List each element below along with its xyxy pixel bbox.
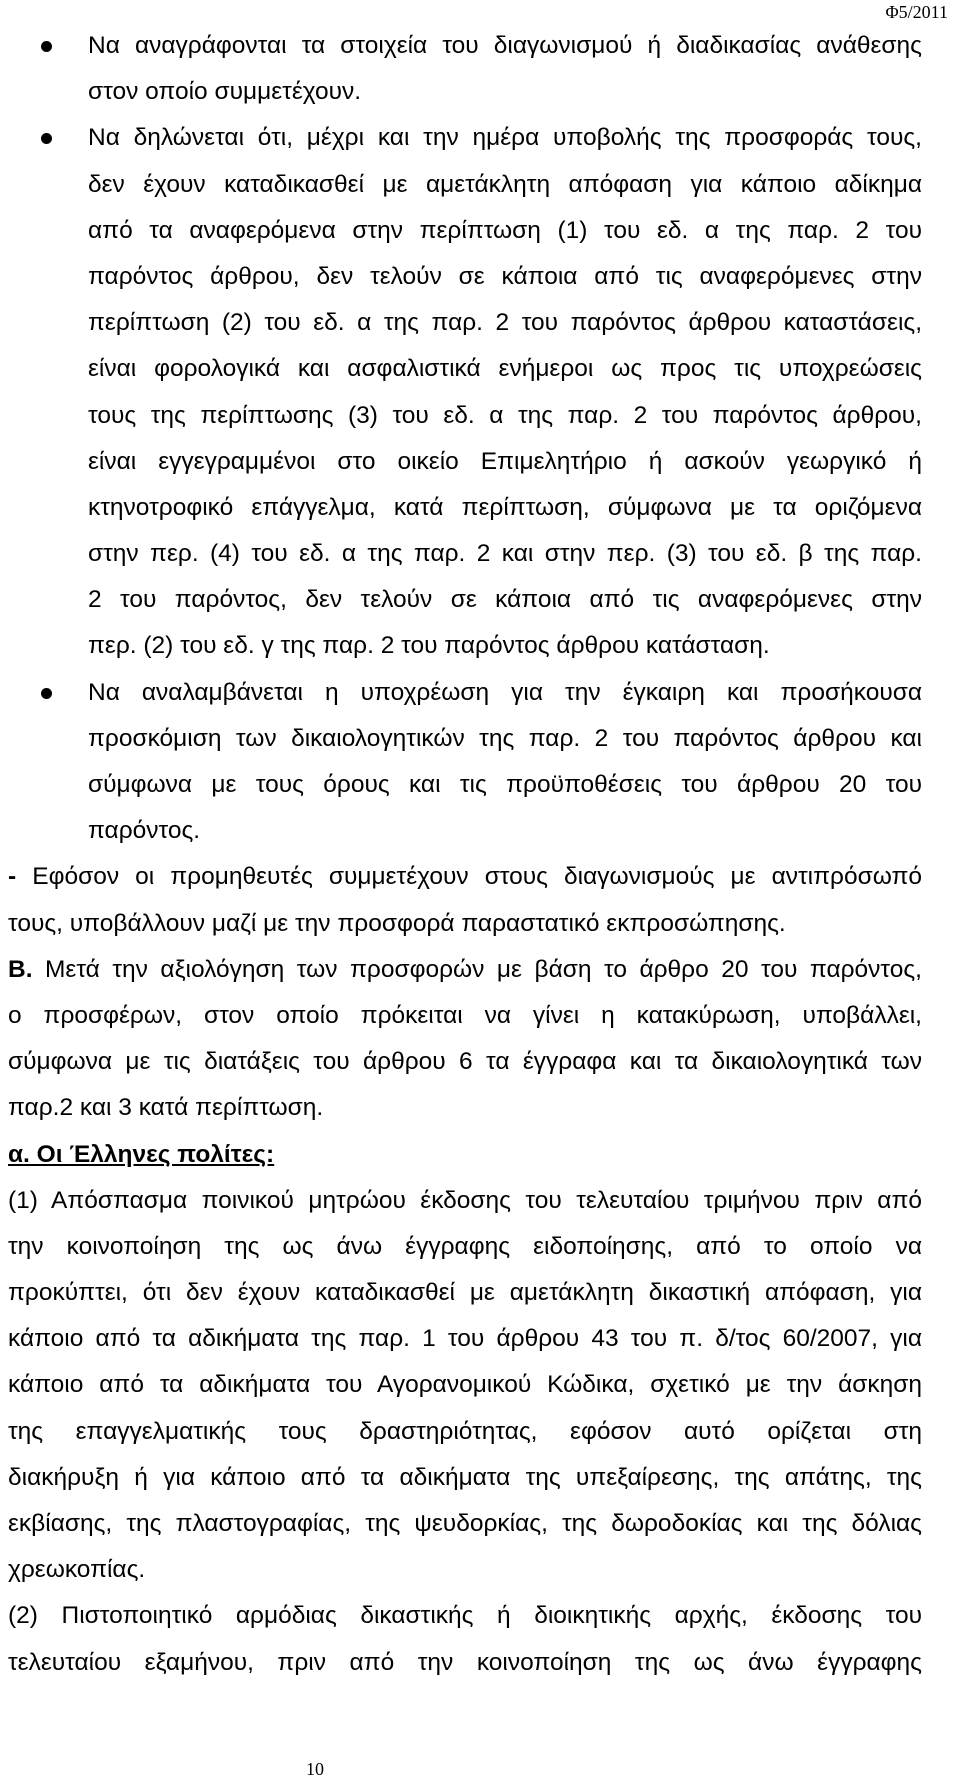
text-line: σύμφωνα με τις διατάξεις του άρθρου 6 τα έγγραφα και τα δικαιολογητικά των — [8, 1048, 922, 1076]
text-line: της επαγγελματικής τους δραστηριότητας, εφόσον αυτό ορίζεται στη — [8, 1417, 922, 1445]
dash-marker: - — [8, 863, 17, 891]
text-line: Να αναλαμβάνεται η υποχρέωση για την έγκαιρη και προσήκουσα — [88, 678, 922, 706]
text-line: παρόντος άρθρου, δεν τελούν σε κάποια από τις αναφερόμενες στην — [88, 262, 922, 290]
bullet-item — [8, 123, 922, 677]
text-line: κτηνοτροφικό επάγγελμα, κατά περίπτωση, σύμφωνα με τα οριζόμενα — [88, 493, 922, 521]
text-line: κάποιο από τα αδικήματα του Αγορανομικού Κώδικα, σχετικό με την άσκηση — [8, 1371, 922, 1399]
page-number: 10 — [306, 1759, 324, 1779]
text-line: προκύπτει, ότι δεν έχουν καταδικασθεί με αμετάκλητη δικαστική απόφαση, για — [8, 1279, 922, 1307]
text-line: διακήρυξη ή για κάποιο από τα αδικήματα της υπεξαίρεσης, της απάτης, της — [8, 1463, 922, 1491]
text-line: τους, υποβάλλουν μαζί με την προσφορά παραστατικό εκπροσώπησης. — [8, 909, 786, 937]
text-line: χρεωκοπίας. — [8, 1556, 146, 1584]
subheading: α. Οι Έλληνες πολίτες: — [8, 1140, 275, 1168]
text-line: Να δηλώνεται ότι, μέχρι και την ημέρα υποβολής της προσφοράς τους, — [88, 124, 922, 152]
text-line: 2 του παρόντος, δεν τελούν σε κάποια από τις αναφερόμενες στην — [88, 586, 922, 614]
text-line: στην περ. (4) του εδ. α της παρ. 2 και στην περ. (3) του εδ. β της παρ. — [88, 540, 922, 568]
text-line: (1) Απόσπασμα ποινικού μητρώου έκδοσης του τελευταίου τριμήνου πριν από — [8, 1186, 922, 1214]
text-line: κάποιο από τα αδικήματα της παρ. 1 του άρθρου 43 του π. δ/τος 60/2007, για — [8, 1325, 922, 1353]
document-body — [8, 31, 922, 1694]
text-line: στον οποίο συμμετέχουν. — [88, 78, 362, 106]
text-line: παρόντος. — [88, 817, 201, 845]
text-line: από τα αναφερόμενα στην περίπτωση (1) του εδ. α της παρ. 2 του — [88, 216, 922, 244]
bullet-icon — [41, 41, 52, 52]
text-line: παρ.2 και 3 κατά περίπτωση. — [8, 1094, 324, 1122]
text-line: εκβίασης, της πλαστογραφίας, της ψευδορκίας, της δωροδοκίας και της δόλιας — [8, 1510, 922, 1537]
item-2-paragraph — [8, 1601, 922, 1693]
item-1-paragraph — [8, 1186, 922, 1602]
text-line: τελευταίου εξαμήνου, πριν από την κοινοποίηση της ως άνω έγγραφης — [8, 1648, 922, 1676]
document-code: Φ5/2011 — [885, 2, 948, 22]
text-line: δεν έχουν καταδικασθεί με αμετάκλητη απόφαση για κάποιο αδίκημα — [88, 170, 922, 198]
text-line: είναι εγγεγραμμένοι στο οικείο Επιμελητήριο ή ασκούν γεωργικό ή — [88, 447, 922, 475]
text-line: Β. Μετά την αξιολόγηση των προσφορών με βάση το άρθρο 20 του παρόντος, — [8, 955, 922, 983]
text-line: περίπτωση (2) του εδ. α της παρ. 2 του παρόντος άρθρου καταστάσεις, — [88, 309, 922, 337]
bullet-item — [8, 31, 922, 123]
text-line: προσκόμιση των δικαιολογητικών της παρ. 2 του παρόντος άρθρου και — [88, 724, 922, 752]
section-b-paragraph — [8, 955, 922, 1140]
text-line: (2) Πιστοποιητικό αρμόδιας δικαστικής ή διοικητικής αρχής, έκδοσης του — [8, 1602, 922, 1630]
bullet-item — [8, 678, 922, 863]
section-marker: Β. — [8, 955, 33, 983]
text-line: σύμφωνα με τους όρους και τις προϋποθέσεις του άρθρου 20 του — [88, 771, 922, 798]
text-line: ο προσφέρων, στον οποίο πρόκειται να γίνει η κατακύρωση, υποβάλλει, — [8, 1001, 922, 1029]
text-line: την κοινοποίηση της ως άνω έγγραφης ειδοποίησης, από το οποίο να — [8, 1232, 922, 1260]
text-line: τους της περίπτωσης (3) του εδ. α της παρ. 2 του παρόντος άρθρου, — [88, 401, 922, 429]
bullet-icon — [41, 133, 52, 144]
text-line: περ. (2) του εδ. γ της παρ. 2 του παρόντος άρθρου κατάσταση. — [88, 632, 770, 660]
bullet-icon — [41, 688, 52, 699]
representative-paragraph — [8, 862, 922, 954]
text-line: Να αναγράφονται τα στοιχεία του διαγωνισμού ή διαδικασίας ανάθεσης — [88, 32, 922, 59]
text-line: είναι φορολογικά και ασφαλιστικά ενήμεροι ως προς τις υποχρεώσεις — [88, 355, 922, 383]
text-line: - Εφόσον οι προμηθευτές συμμετέχουν στους διαγωνισμούς με αντιπρόσωπό — [8, 863, 922, 891]
